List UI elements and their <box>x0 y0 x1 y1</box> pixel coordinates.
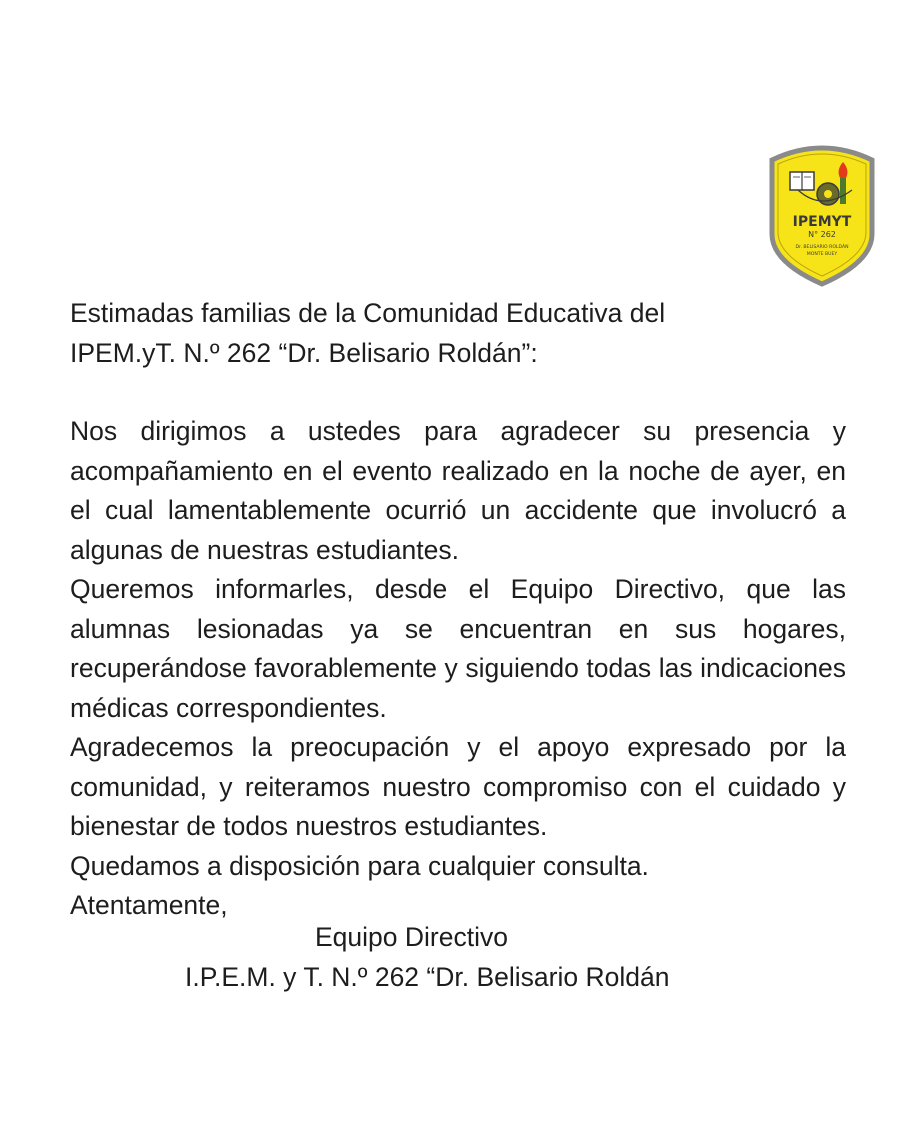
paragraph: Nos dirigimos a ustedes para agradecer su presencia y acompañamiento en el evento realizado en la noche de ayer, en el cual lamentablemente ocurrió un accidente que involucró a algunas de nuestras estudiantes. <box>70 416 846 565</box>
gear-icon <box>817 183 839 205</box>
book-icon <box>790 172 814 190</box>
paragraph: Queremos informarles, desde el Equipo Directivo, que las alumnas lesionadas ya se encuentran en sus hogares, recuperándose favorablemente y siguiendo todas las indicaciones médicas correspondientes. <box>70 574 846 723</box>
school-logo <box>760 142 884 288</box>
signature-institution: I.P.E.M. y T. N.º 262 “Dr. Belisario Roldán <box>185 961 670 992</box>
logo-number: N° 262 <box>808 230 836 239</box>
signature-block <box>70 918 846 997</box>
greeting-line: IPEM.yT. N.º 262 “Dr. Belisario Roldán”: <box>70 337 538 368</box>
logo-small-text: MONTE BUEY <box>806 252 838 257</box>
shield-crest-icon <box>760 142 884 288</box>
signature-team: Equipo Directivo <box>315 922 508 952</box>
greeting-line: Estimadas familias de la Comunidad Educativa del <box>70 298 666 328</box>
paragraph: Quedamos a disposición para cualquier consulta. <box>70 850 649 881</box>
logo-small-text: Dr. BELISARIO ROLDÁN <box>795 245 849 250</box>
paragraph: Agradecemos la preocupación y el apoyo expresado por la comunidad, y reiteramos nuestro compromiso con el cuidado y bienestar de todos nuestros estudiantes. <box>70 732 846 841</box>
closing: Atentamente, <box>70 890 228 920</box>
logo-acronym: IPEMYT <box>792 214 852 230</box>
letter-body <box>70 294 846 926</box>
